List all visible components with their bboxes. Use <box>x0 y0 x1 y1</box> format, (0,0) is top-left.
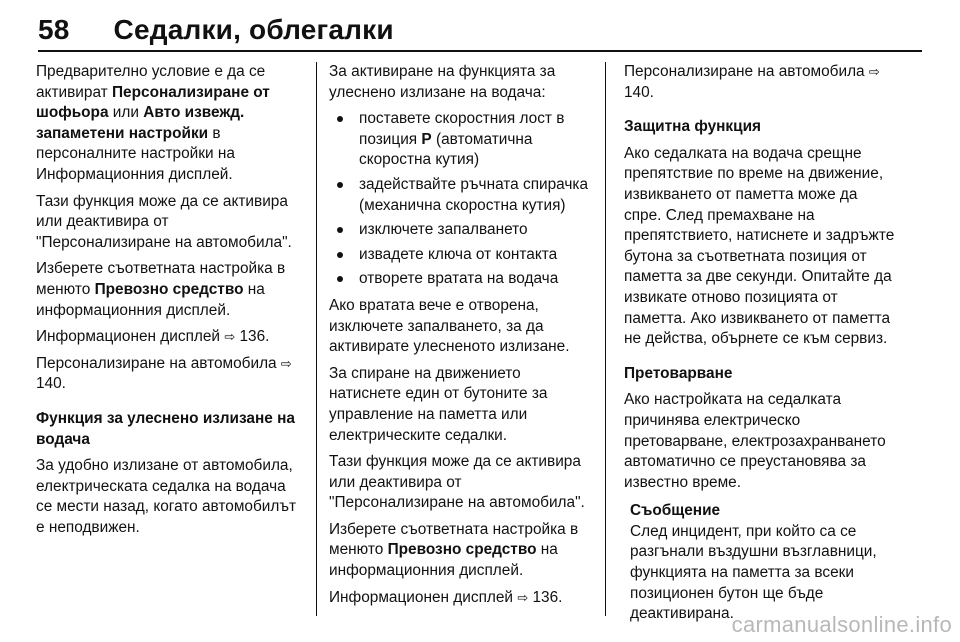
col1-reference-info-display: Информационен дисплей ⇨ 136. <box>36 328 270 346</box>
section-heading-easy-exit: Функция за улеснено излизане на водача <box>36 409 295 448</box>
page-header <box>38 6 922 52</box>
col2-paragraph-1: Ако вратата вече е отворена, изключете запалването, за да активирате улесненото излизане. <box>329 296 570 356</box>
col1-paragraph-3: Изберете съответната настройка в менюто Превозно средство на информационния дисплей. <box>36 260 286 319</box>
section-heading-protection: Защитна функция <box>624 118 762 136</box>
col3-paragraph-protection: Ако седалката на водача срещне препятствие по време на движение, извикването от паметта може да спре. След премахване на препятствието, натиснете и задръжте бутона за съответната позиция от паметта за две секунди. Опитайте да извикате отново позицията от паметта. Ако извикването от паметта не действа, обърнете се към сервиз. <box>624 144 895 348</box>
column-1 <box>36 62 304 544</box>
col3-reference-personalization: Персонализиране на автомобила ⇨ 140. <box>624 63 880 101</box>
section-heading-overload: Претоварване <box>624 364 733 382</box>
menu-vehicle: Превозно средство <box>94 280 244 298</box>
list-item: поставете скоростния лост в позиция P (автоматична скоростна кутия) <box>329 109 591 171</box>
col1-paragraph-2: Тази функция може да се активира или деактивира от "Персонализиране на автомобила". <box>36 192 292 251</box>
setting-auto-memory-recall: Авто извежд. запаметени настройки <box>36 104 245 142</box>
page-reference-icon: ⇨ <box>224 329 236 345</box>
bullet-icon <box>337 227 343 233</box>
col2-paragraph-3: Тази функция може да се активира или деактивира от "Персонализиране на автомобила". <box>329 453 585 512</box>
page-reference-icon: ⇨ <box>280 355 292 371</box>
column-2 <box>329 62 591 614</box>
page-reference-icon: ⇨ <box>517 589 529 605</box>
list-item: задействайте ръчната спирачка (механична скоростна кутия) <box>329 175 591 216</box>
col3-paragraph-overload: Ако настройката на седалката причинява електрическо претоварване, електрозахранването автоматично се преустановява за известно време. <box>624 391 886 491</box>
menu-vehicle: Превозно средство <box>387 541 537 559</box>
notice-title: Съобщение <box>630 502 721 520</box>
setting-driver-personalization: Персонализиране от шофьора <box>36 83 270 122</box>
column-divider-right <box>605 62 606 616</box>
col2-intro: За активиране на функцията за улеснено излизане на водача: <box>329 63 556 101</box>
column-divider-left <box>316 62 317 616</box>
col2-paragraph-2: За спиране на движението натиснете един от бутоните за управление на паметта или електрическите седалки. <box>329 364 548 444</box>
bullet-icon <box>337 116 343 122</box>
col1-reference-personalization: Персонализиране на автомобила ⇨ 140. <box>36 354 292 393</box>
bullet-icon <box>337 276 343 282</box>
notice-box <box>624 501 896 625</box>
list-item: изключете запалването <box>329 220 591 241</box>
bullet-icon <box>337 182 343 188</box>
conditions-list <box>329 109 591 290</box>
watermark: carmanualsonline.info <box>731 612 952 637</box>
notice-text: След инцидент, при който са се разгънали въздушни възглавници, функцията на паметта за всеки позиционен бутон ще бъде деактивирана. <box>630 522 877 623</box>
page-title: Седалки, облегалки <box>113 14 394 45</box>
col2-paragraph-4: Изберете съответната настройка в менюто Превозно средство на информационния дисплей. <box>329 520 579 580</box>
page-number: 58 <box>38 14 70 45</box>
col2-reference-info-display: Информационен дисплей ⇨ 136. <box>329 588 563 606</box>
bullet-icon <box>337 252 343 258</box>
column-3 <box>624 62 896 625</box>
col1-paragraph-easy-exit: За удобно излизане от автомобила, електрическата седалка на водача се мести назад, когато автомобилът е неподвижен. <box>36 457 297 536</box>
page-reference-icon: ⇨ <box>868 64 880 79</box>
list-item: отворете вратата на водача <box>329 269 591 290</box>
col1-paragraph-1: Предварително условие е да се активират Персонализиране от шофьора или Авто извежд. запаметени настройки в персоналните настройки на Информационния дисплей. <box>36 63 270 183</box>
list-item: извадете ключа от контакта <box>329 245 591 266</box>
